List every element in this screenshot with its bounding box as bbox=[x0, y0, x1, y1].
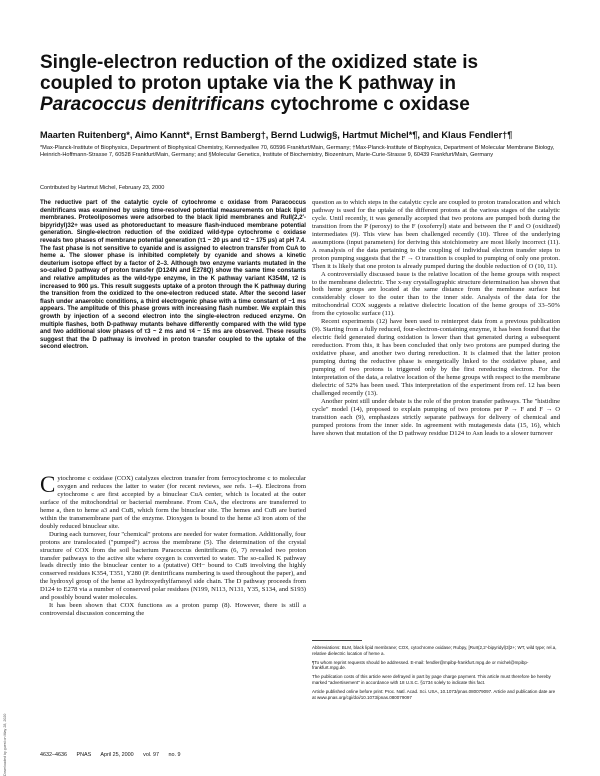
title-line-2: coupled to proton uptake via the K pathway in bbox=[40, 73, 456, 94]
paragraph: Another point still under debate is the role of the proton transfer pathways. The "histidine cycle" model (14), proposed to explain pumping of two protons per P → F and F → O transition each (9), emphasizes strictly separate pathways for delivery of chemical and pumped protons from the inner side. In agreement with mutagenesis data (15, 16), which have shown that mutation of the D pathway residue D124 to Asn leads to a slower turnover bbox=[312, 397, 560, 437]
volume: vol. 97 bbox=[143, 752, 160, 758]
footnote-online: Article published online before print: Proc. Natl. Acad. Sci. USA, 10.1073/pnas.080079097. Article and publication date are at www.pnas.org/cgi/doi/10.1073/pnas.080079097 bbox=[312, 688, 556, 700]
intro-paragraph bbox=[40, 472, 306, 531]
paragraph: During each turnover, four "chemical" protons are needed for water formation. Additionally, four protons are translocated ("pumped") across the membrane (5). The determination of the crystal structure of COX from the soil bacterium Paracoccus denitrificans (6, 7) revealed two proton transfer pathways to the active site where oxygen is converted to water. The so-called K pathway leads directly into the binuclear center to a (putative) OH− bound to CuB involving the highly conserved residues K354, T351, Y280 (P. denitrificans numbering is used throughout the paper), and the hydroxyl group of the heme a3 hydroxyethylfarnesyl side chain. The D pathway proceeds from D124 to E278 via a number of conserved polar residues (N199, N113, N131, Y35, S134, and S193) and possibly bound water molecules. bbox=[40, 530, 306, 602]
paragraph-text: ytochrome c oxidase (COX) catalyzes electron transfer from ferrocytochrome c to molecular oxygen and reduces the latter to water (for recent reviews, see refs. 1–4). Electrons from cytochrome c are first accepted by a binuclear CuA center, which is located at the outer surface of the mitochondrial or bacterial membrane. From CuA, the electrons are transferred to heme a, then to heme a3 and CuB, which form the binuclear site. The hemes and CuB are buried within the transmembrane part of the enzyme. Dioxygen is bound to the heme a3 iron atom of the doubly reduced binuclear site. bbox=[40, 475, 306, 530]
body-column-right bbox=[312, 199, 560, 438]
page-range: 4632–4636 bbox=[40, 752, 67, 758]
footnote-abbreviations: Abbreviations: BLM, black lipid membrane; COX, cytochrome oxidase; Rubpy, [RuII(2,2′-bipyridyl)3]2+; WT, wild type; rel.a, relative dielectric location of heme a. bbox=[312, 645, 557, 656]
contributed-by: Contributed by Hartmut Michel, February 23, 2000 bbox=[40, 185, 165, 191]
footnote-divider bbox=[312, 640, 362, 641]
paragraph: question as to which steps in the catalytic cycle are coupled to proton translocation and which pathway is used for the uptake of the different protons at the various stages of the catalytic cycle. Until recently, it was generally accepted that two protons are pumped both during the transition from the P (peroxy) to the F (oxoferryl) state and between the F and O (oxidized) intermediates (9). This view has been challenged recently (10). Three of the underlying assumptions (input parameters) for deriving this stoichiometry are most likely incorrect (11). A reanalysis of the data pertaining to the coupling of individual electron transfer steps to proton pumping suggests that the F → O transition is coupled to pumping of only one proton. Then it is likely that one proton is already pumped during the double reduction of O (10, 11). bbox=[312, 199, 560, 270]
journal-name: PNAS bbox=[76, 752, 92, 758]
paragraph: A controversially discussed issue is the relative location of the heme groups with respect to the membrane dielectric. The x-ray crystallographic structure determination has shown that both heme groups are located at the same distance from the membrane surface but considerably closer to the outer than to the inner side. Analysis of the data for the mitochondrial COX suggests a relative dielectric location of the heme groups of 33–50% from the cytosolic surface (11). bbox=[312, 270, 560, 318]
issue-number: no. 9 bbox=[168, 752, 181, 758]
footnote-publication-costs: The publication costs of this article were defrayed in part by page charge payment. This article must therefore be hereby marked "advertisement" in accordance with 18 U.S.C. §1734 solely to indicate this fact. bbox=[312, 674, 551, 685]
body-column-left bbox=[40, 472, 306, 618]
species-name: Paracoccus denitrificans bbox=[40, 94, 265, 115]
title-line-1: Single-electron reduction of the oxidized state is bbox=[40, 52, 479, 73]
abstract: The reductive part of the catalytic cycle of cytochrome c oxidase from Paracoccus denitrificans was examined by using time-resolved potential measurements on black lipid membranes. Proteoliposomes were adsorbed to the black lipid membranes and RuII(2,2′-bipyridyl)32+ was used as photoreductant to measure flash-induced membrane potential generation. Single-electron reduction of the oxidized wild-type cytochrome c oxidase reveals two phases of membrane potential generation (τ1 ~ 20 μs and τ2 ~ 175 μs) at pH 7.4. The fast phase is not sensitive to cyanide and is assigned to electron transfer from CuA to heme a. The slower phase is inhibited completely by cyanide and shows a kinetic deuterium isotope effect by a factor of 2–3. Although two enzyme variants mutated in the so-called D pathway of proton transfer (D124N and E278Q) show the same time constants and relative amplitudes as the wild-type enzyme, in the K pathway variant K354M, τ2 is increased to 900 μs. This result suggests uptake of a proton through the K pathway during the transition from the oxidized to the one-electron reduced state. After the second laser flash under anaerobic conditions, a third electrogenic phase with a time constant of ~1 ms appears. The amplitude of this phase grows with increasing flash number. We explain this growth by injection of a second electron into the single-electron reduced enzyme. On multiple flashes, both D-pathway mutants behave differently compared with the wild type and two additional slow phases of τ3 ~ 2 ms and τ4 ~ 15 ms are observed. These results suggest that the D pathway is involved in proton transfer coupled to the uptake of the second electron. bbox=[40, 199, 306, 351]
issue-date: April 25, 2000 bbox=[100, 752, 134, 758]
paragraph: It has been shown that COX functions as a proton pump (8). However, there is still a controversial discussion concerning the bbox=[40, 602, 306, 618]
footnotes bbox=[312, 645, 560, 703]
footnote-correspondence: ¶To whom reprint requests should be addressed. E-mail: fendler@mpibp-frankfurt.mpg.de or michel@mpibp-frankfurt.mpg.de. bbox=[312, 659, 529, 671]
drop-cap: C bbox=[40, 472, 56, 497]
title-line-3 bbox=[40, 94, 560, 115]
author-list: Maarten Ruitenberg*, Aimo Kannt*, Ernst Bamberg†, Bernd Ludwig§, Hartmut Michel*¶, and Klaus Fendler†¶ bbox=[40, 130, 513, 140]
title-line-3-rest: cytochrome c oxidase bbox=[264, 94, 470, 115]
paragraph: Recent experiments (12) have been used to reinterpret data from a previous publication (9). Starting from a fully reduced, four-electron-containing enzyme, it has been found that the electric field generated during oxidation is lower than that generated during a subsequent rereduction. From this, it has been concluded that only two protons are pumped during the oxidative phase, and another two during rereduction. It is claimed that the latter proton pumping during the reductive phase is energetically linked to the oxidative phase, and pumping of two protons is triggered only by the first rereducing electron. For the interpretation of the data, a relative location of the heme groups with respect to the membrane dielectric of 52% has been used. This interpretation of the experiment from ref. 12 has been challenged recently (13). bbox=[312, 318, 560, 397]
affiliations: *Max-Planck-Institute of Biophysics, Department of Biophysical Chemistry, Kennedyallee 70, 60596 Frankfurt/Main, Germany; †Max-Planck-Institute of Biophysics, Department of Molecular Membrane Biology, Heinrich-Hoffmann-Strasse 7, 60528 Frankfurt/Main, Germany; and §Molecular Genetics, Institute of Biochemistry, Biozentrum, Marie-Curie-Strasse 9, 60439 Frankfurt/Main, Germany bbox=[40, 145, 555, 159]
paper-title bbox=[40, 52, 560, 115]
page-footer bbox=[40, 752, 189, 758]
download-stamp: Downloaded by guest on May 28, 2020 bbox=[3, 713, 7, 776]
